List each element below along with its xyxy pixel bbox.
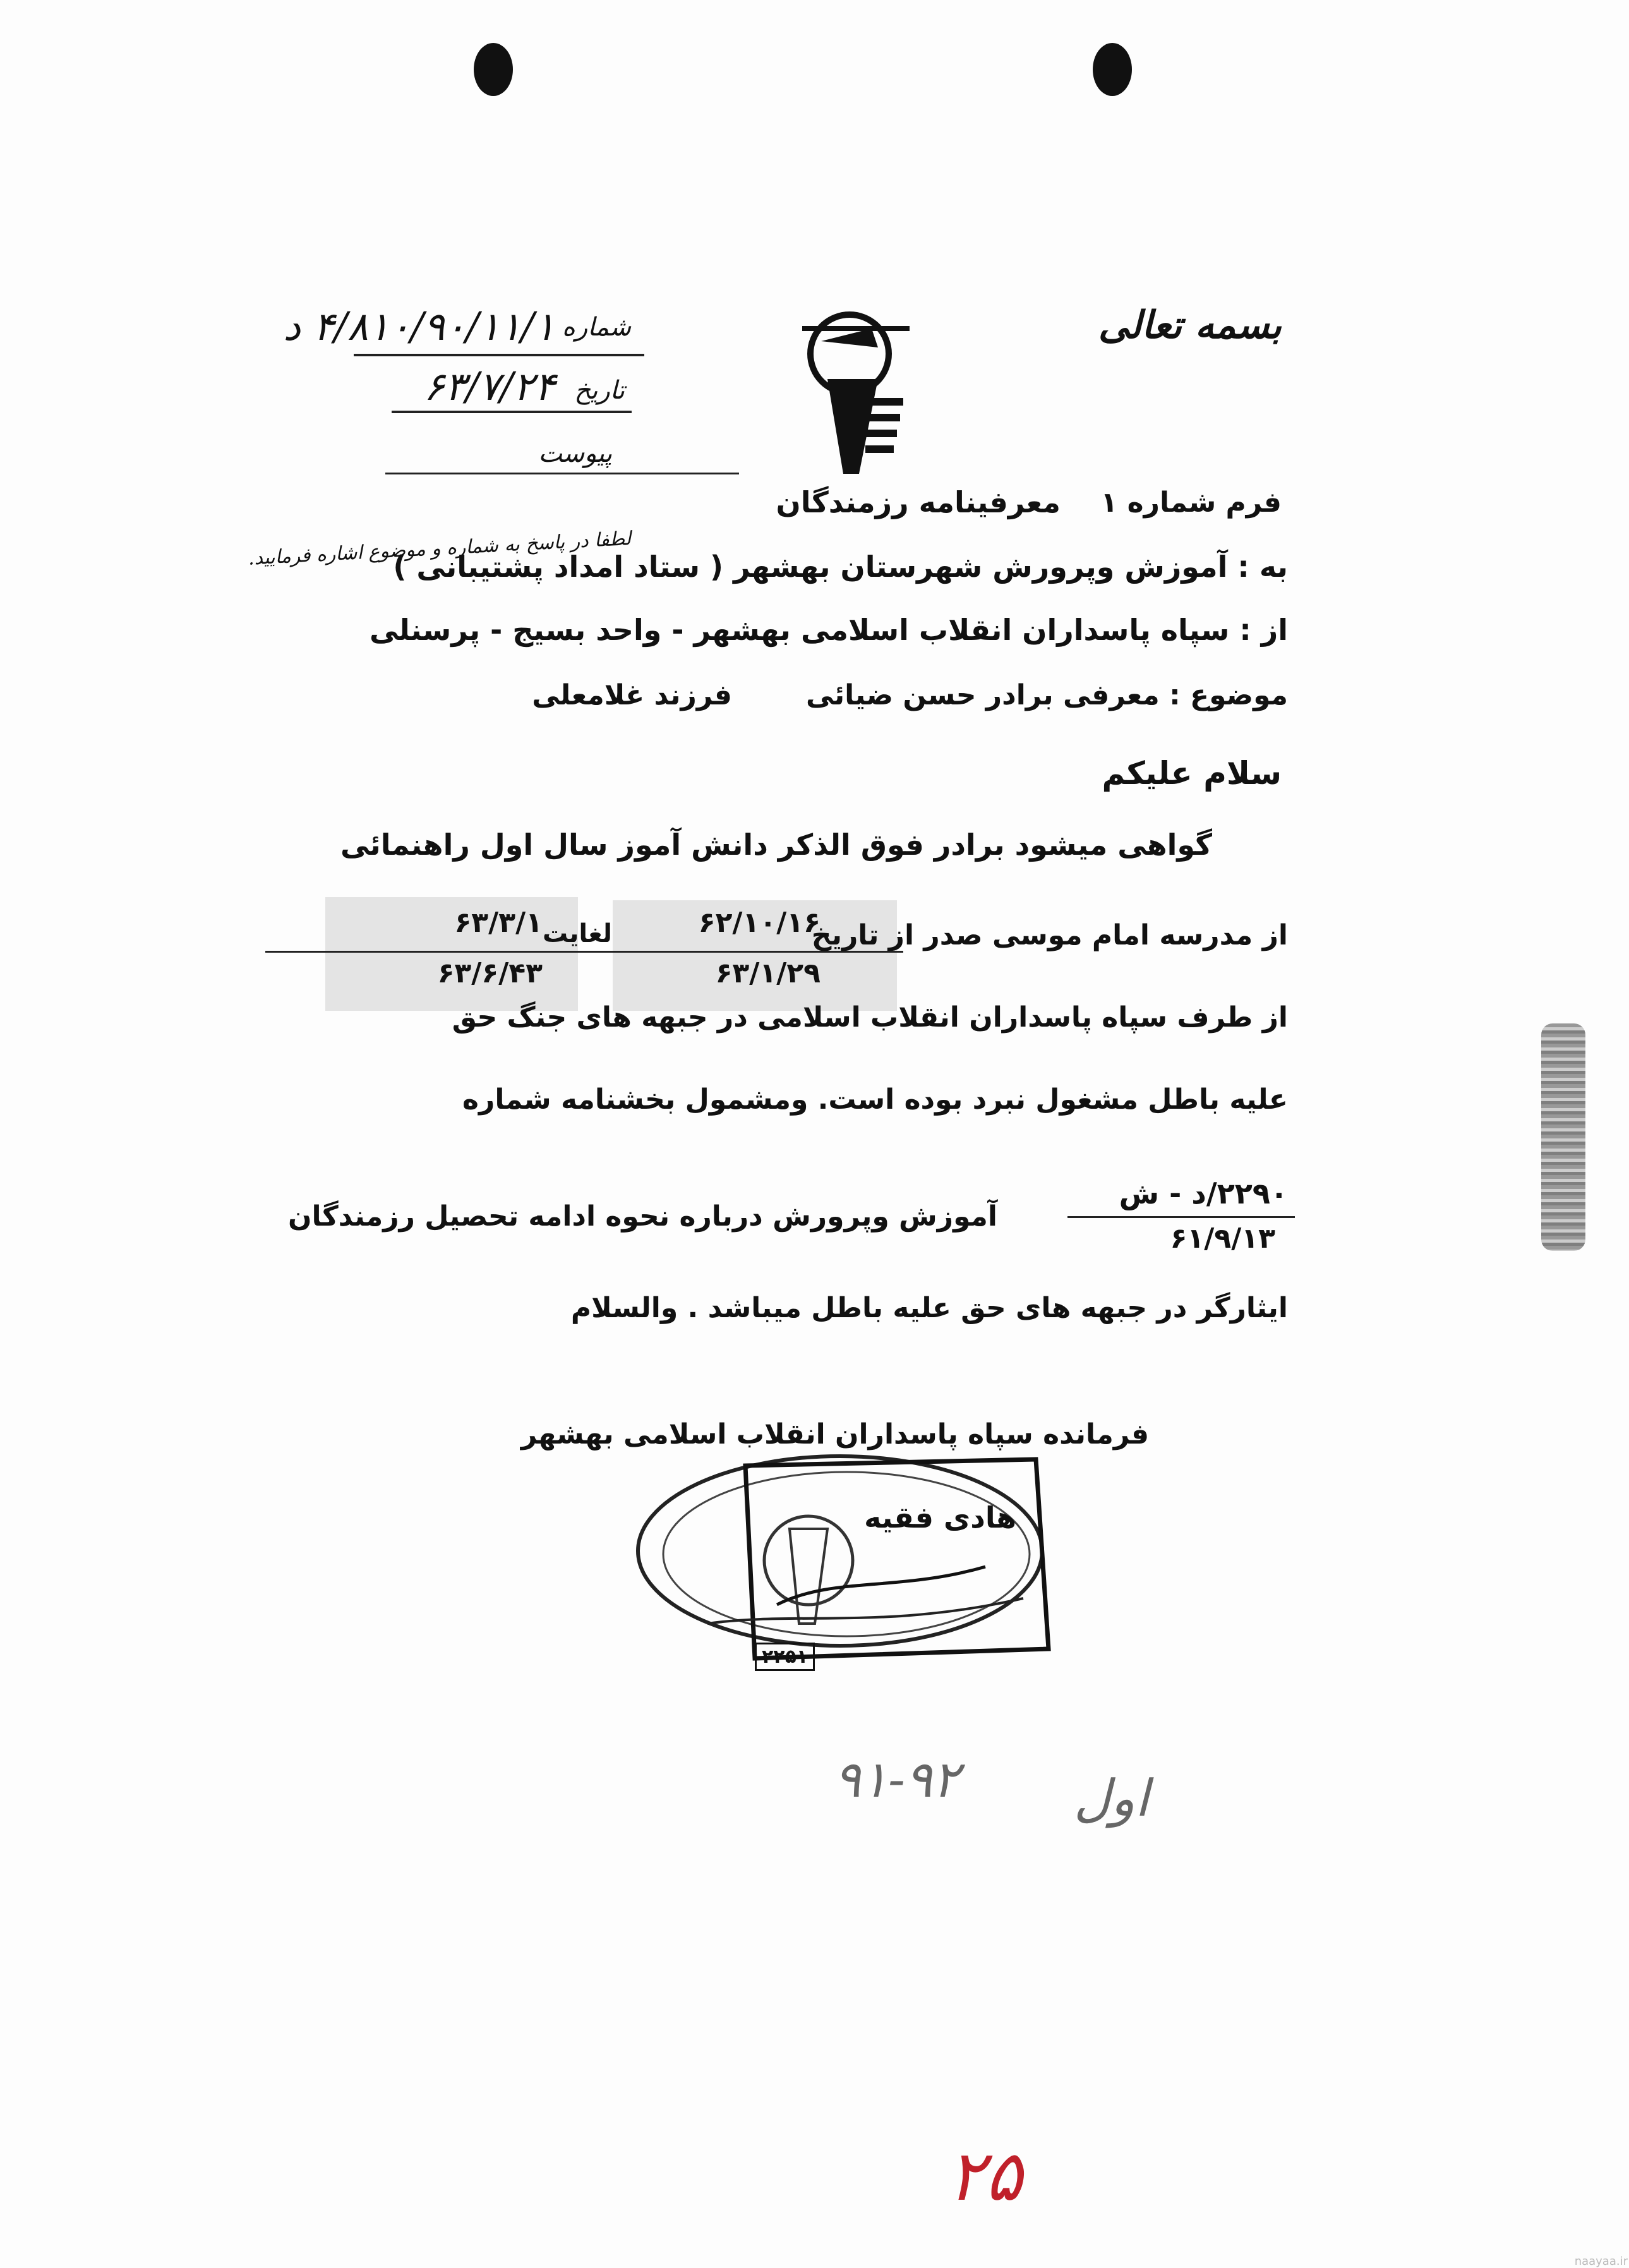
handwritten-reference-note: لطفا در پاسخ به شماره و موضوع اشاره فرمایید. (247, 528, 632, 570)
letter-date-label: تاریخ (574, 376, 625, 405)
service-line-1: از طرف سپاه پاسداران انقلاب اسلامی در جبهه های جنگ حق (452, 1001, 1288, 1034)
pencil-note-grade: اول (1074, 1769, 1149, 1828)
certification-line-1: گواهی میشود برادر فوق الذکر دانش آموز سال اول راهنمائی (340, 828, 1212, 862)
commander-title: فرمانده سپاه پاسداران انقلاب اسلامی بهشهر (520, 1418, 1149, 1451)
recipient-line: به : آموزش وپرورش شهرستان بهشهر ( ستاد امداد پشتیبانی ) (393, 550, 1288, 584)
school-period-line: از مدرسه امام موسی صدر از تاریخ (811, 919, 1288, 951)
service-line-2: علیه باطل مشغول نبرد بوده است. ومشمول بخشنامه شماره (462, 1083, 1288, 1116)
greeting: سلام علیکم (1102, 755, 1282, 792)
punch-hole-left (474, 43, 513, 96)
bismillah-heading: بسمه تعالی (1098, 303, 1282, 347)
attachment-underline (385, 473, 739, 474)
father-name-line: فرزند غلامعلی (532, 679, 732, 711)
date-from-secondary: ۶۳/۱/۲۹ (715, 957, 821, 989)
date-from-primary: ۶۲/۱۰/۱۶ (698, 907, 821, 939)
form-title: معرفینامه رزمندگان (776, 485, 1061, 519)
letter-date-value: ۶۳/۷/۲۴ (423, 363, 555, 409)
letter-number-label: شماره (562, 313, 631, 342)
stamp-number: ۲۲۵۱ (755, 1643, 815, 1671)
irgc-logo (783, 303, 922, 486)
punch-hole-right (1093, 43, 1132, 96)
circular-date: ۶۱/۹/۱۳ (1170, 1222, 1275, 1255)
date-to-primary: ۶۳/۳/۱ (454, 907, 543, 939)
circular-divider-line (1067, 1216, 1295, 1218)
circular-subject-line: آموزش وپرورش درباره نحوه ادامه تحصیل رزمندگان (288, 1200, 997, 1233)
number-underline (354, 354, 644, 356)
date-to-label: لغایت (543, 919, 612, 948)
dates-divider-line (265, 951, 903, 953)
date-underline (392, 411, 632, 413)
scan-smudge (1541, 1023, 1585, 1251)
date-to-secondary: ۶۳/۶/۴۳ (437, 957, 543, 989)
form-number: فرم شماره ۱ (1100, 486, 1282, 519)
sender-line: از : سپاه پاسداران انقلاب اسلامی بهشهر - واحد بسیج - پرسنلی (369, 613, 1288, 647)
commander-name: هادی فقیه (864, 1500, 1016, 1535)
circular-number: ۲۲۹۰/د - ش (1119, 1176, 1288, 1210)
site-watermark: naayaa.ir (1574, 2255, 1628, 2268)
attachment-label: پیوست (538, 439, 612, 468)
subject-line: موضوع : معرفی برادر حسن ضیائی (806, 679, 1288, 711)
pencil-note-year: ۹۱-۹۲ (834, 1750, 959, 1809)
letter-number-value: ۴/۸۱۰/۹۰/۱۱/۱ د (283, 303, 555, 349)
official-seal (632, 1440, 1086, 1680)
closing-line: ایثارگر در جبهه های حق علیه باطل میباشد . والسلام (570, 1292, 1288, 1324)
page-number: ۲۵ (947, 2135, 1023, 2216)
